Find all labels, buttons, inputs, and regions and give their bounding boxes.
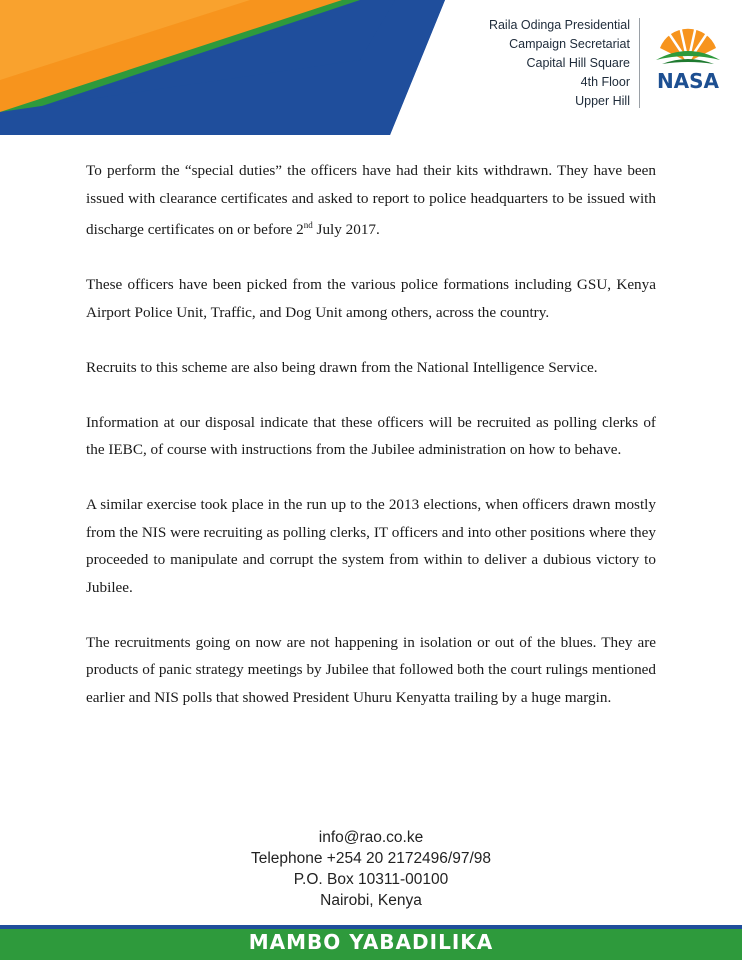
contact-po-box: P.O. Box 10311-00100 [293,871,449,888]
address-line-1: Raila Odinga Presidential [488,18,630,32]
paragraph-1-text: To perform the “special duties” the officers have had their kits withdrawn. They have been issued with clearance certificates and asked to report to police headquarters to be issued with discharge certificates on or before 2 [86,162,656,239]
paragraph-6: The recruitments going on now are not happening in isolation or out of the blues. They are products of panic strategy meetings by Jubilee that followed both the court rulings mentioned earlier and NIS polls that showed President Uhuru Kenyatta trailing by a huge margin. [86,633,656,706]
address-line-2: Campaign Secretariat [509,37,630,51]
paragraph-5: A similar exercise took place in the run up to the 2013 elections, when officers drawn mostly from the NIS were recruiting as polling clerks, IT officers and into other positions where they proceeded to manipulate and corrupt the system from within to deliver a dubious victory to Jubilee. [86,496,656,596]
address-line-5: Upper Hill [575,94,630,108]
address-line-4: 4th Floor [580,75,630,89]
contact-email: info@rao.co.ke [318,829,424,846]
address-line-3: Capital Hill Square [526,56,630,70]
contact-block [0,827,742,911]
secretariat-address [489,16,630,111]
footer-slogan: MAMBO YABADILIKA [248,930,494,954]
paragraph-1-superscript: nd [303,220,313,230]
contact-city: Nairobi, Kenya [320,892,422,909]
logo-text: NASA [656,69,720,93]
letter-body [86,157,656,739]
nasa-logo [650,20,726,100]
contact-telephone: Telephone +254 20 2172496/97/98 [250,850,492,867]
header-divider [639,18,640,108]
paragraph-4: Information at our disposal indicate that these officers will be recruited as polling clerks of the IEBC, of course with instructions from the Jubilee administration on how to behave. [86,413,656,459]
paragraph-1 [86,157,656,244]
paragraph-3: Recruits to this scheme are also being drawn from the National Intelligence Service. [86,358,598,376]
paragraph-2: These officers have been picked from the various police formations including GSU, Kenya Airport Police Unit, Traffic, and Dog Unit among others, across the country. [86,276,656,321]
logo-leaf-lower-icon [662,59,714,64]
paragraph-1-end: July 2017. [312,221,380,239]
header-banner-art [0,0,742,135]
